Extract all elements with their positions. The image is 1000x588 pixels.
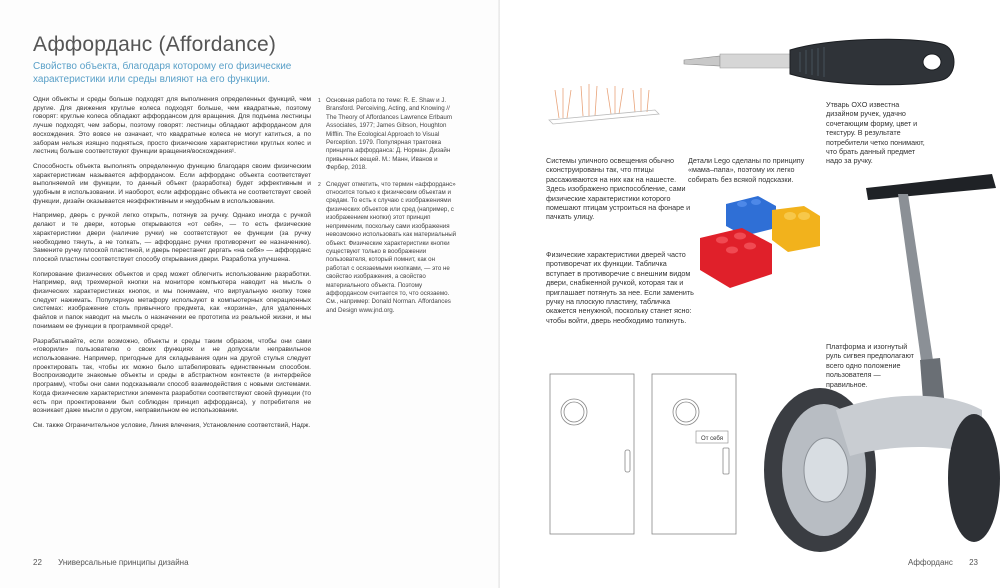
footnote-text: Следует отметить, что термин «аффорданс» относится только к физическим объектам и средам. То есть к случаю с изображениями физических объектов или сред (например, с изображением кнопки) этот принцип неприменим, поскольку сами изображения невозможно использовать как материальный объект. Физические характеристики кнопки существуют только в воображении пользователя, который помнит, как он работал с осязаемыми кнопками, — это не свойство изображения, а свойство материального объекта. Поэтому аффордансом считается то, что осязаемо. См., например: Donald Norman. Affordances and Design www.jnd.org.	[326, 180, 457, 314]
running-title: Аффорданс	[908, 558, 953, 567]
footnote-number: 1	[318, 98, 321, 104]
door-sign-text: От себя	[701, 436, 723, 442]
folio-right	[908, 558, 978, 567]
footnote	[318, 97, 458, 173]
folio-left	[33, 558, 189, 567]
caption-segway: Платформа и изогнутый руль сигвея предполагают всего одно положение пользователя — правильное.	[826, 342, 914, 389]
footnotes	[318, 97, 458, 323]
oxo-peeler-photo	[680, 30, 960, 100]
paragraph: Разрабатывайте, если возможно, объекты и среды таким образом, чтобы они сами «говорили» пользователю о своих функциях и не допускали неправильное использование. Например, пригодные для складывания один на другой стулья следует проектировать так, чтобы их можно было штабелировать единственным способом. Воспроизводите знакомые объекты и среды в абстрактном контексте (в интерфейсе программ), чтобы они сами подсказывали способ взаимодействия с новыми системами. Когда физические характеристики элемента разработки соответствуют своей функции (то есть при проектировании был соблюден принцип аффорданса), у потребителя не возникает даже мысли о другом, неправильном ее использовании.	[33, 337, 311, 415]
footnote-text: Основная работа по теме: R. E. Shaw и J. Bransford. Perceiving, Acting, and Knowing // The Theory of Affordances Lawrence Erlbaum Associates, 1977; James Gibson, Houghton Mifflin. The Ecological Approach to Visual Perception. 1979. Популярная трактовка принципа аффорданса: Д. Норман. Дизайн привычных вещей. М.: Манн, Иванов и Фербер, 2018.	[326, 97, 452, 172]
paragraph: Одни объекты и среды больше подходят для выполнения определенных функций, чем другие. Для движения круглые колеса подходят больше, чем квадратные, поэтому говорят: круглые колеса обладают аффордансом для вращения. Для подъема лестницы лучше подходят, чем заборы, поэтому говорят: лестницы обладают аффордансом для восхождения. Это вовсе не означает, что квадратные колеса не могут катиться, а по заборам нельзя изящно подняться, просто физические характеристики круглых колес и лестниц больше соответствуют функции вращения/восхождения¹.	[33, 96, 311, 156]
paragraph: Копирование физических объектов и сред может облегчить использование разработки. Например, вид трехмерной кнопки на мониторе компьютера наводит на мысль о физических характеристиках кнопок, и мы понимаем, что виртуальную кнопку тоже следует нажимать. Популярную метафору используют в компьютерных операционных системах: изображение столь привычного предмета, как «корзина», для удаленных файлов и папок наводит на мысль о назначении ее прототипа из реальной жизни, и мы понимаем ее функции в программной среде².	[33, 270, 311, 330]
see-also: См. также Ограничительное условие, Линия влечения, Установление соответствий, Надж.	[33, 421, 311, 429]
page-number: 22	[33, 558, 42, 567]
caption-street-lamp: Системы уличного освещения обычно сконструированы так, что птицы рассаживаются на них как на нашесте. Здесь изображено приспособление, сами физические характеристики которого помешают птицам устроиться на фонаре и пачкать улицу.	[546, 156, 691, 222]
caption-doors: Физические характеристики дверей часто противоречат их функции. Табличка вступает в противоречие с внешним видом двери, снабженной ручкой, которая так и приглашает потянуть за нее. Если заменить ручку на плоскую пластину, табличка окажется ненужной, поскольку станет ясно: чтобы войти, дверь необходимо толкнуть.	[546, 250, 694, 325]
paragraph: Например, дверь с ручкой легко открыть, потянув за ручку. Однако иногда с ручкой делают и те двери, которые открываются «от себя», — то есть физические характеристики двери (наличие ручки) не соответствуют ее функции (за ручку необходимо тянуть, а не толкать, — аффорданс ручки противоречит ее назначению). Замените ручку плоской пластиной, и дверь перестанет дергать «на себя» — аффорданс плоской пластины соответствует способу открывания двери. Разработка улучшена.	[33, 212, 311, 263]
bird-spikes-illustration	[545, 80, 665, 130]
door-with-handle	[550, 374, 634, 534]
page-subtitle: Свойство объекта, благодаря которому его физические характеристики или среды влияют на его функции.	[33, 61, 292, 85]
footnote-number: 2	[318, 181, 321, 188]
caption-lego: Детали Lego сделаны по принципу «мама–папа», поэтому их легко собирать без всякой подсказки.	[688, 156, 805, 184]
running-title: Универсальные принципы дизайна	[58, 558, 189, 567]
paragraph: Способность объекта выполнять определенную функцию благодаря своим физическим характеристикам называется аффордансом. Если аффорданс объекта соответствует выполняемой им функции, то данный объект (разработка) будет эффективным и удобным в использовании. И наоборот, если аффорданс объекта не соответствует своей функции, дизайн оказывается неэффективным и неудобным в использовании.	[33, 162, 311, 205]
caption-oxo-peeler: Утварь OXO известна дизайном ручек, удачно сочетающим форму, цвет и текстуру. В результате потребители четко понимают, что брать данный предмет надо за ручку.	[826, 100, 925, 166]
page-title: Аффорданс (Affordance)	[33, 33, 277, 56]
right-page	[500, 0, 1000, 588]
page-number: 23	[969, 558, 978, 567]
doors-illustration	[546, 370, 746, 540]
body-text	[33, 96, 311, 437]
footnote	[318, 181, 458, 316]
door-with-plate	[652, 374, 736, 534]
